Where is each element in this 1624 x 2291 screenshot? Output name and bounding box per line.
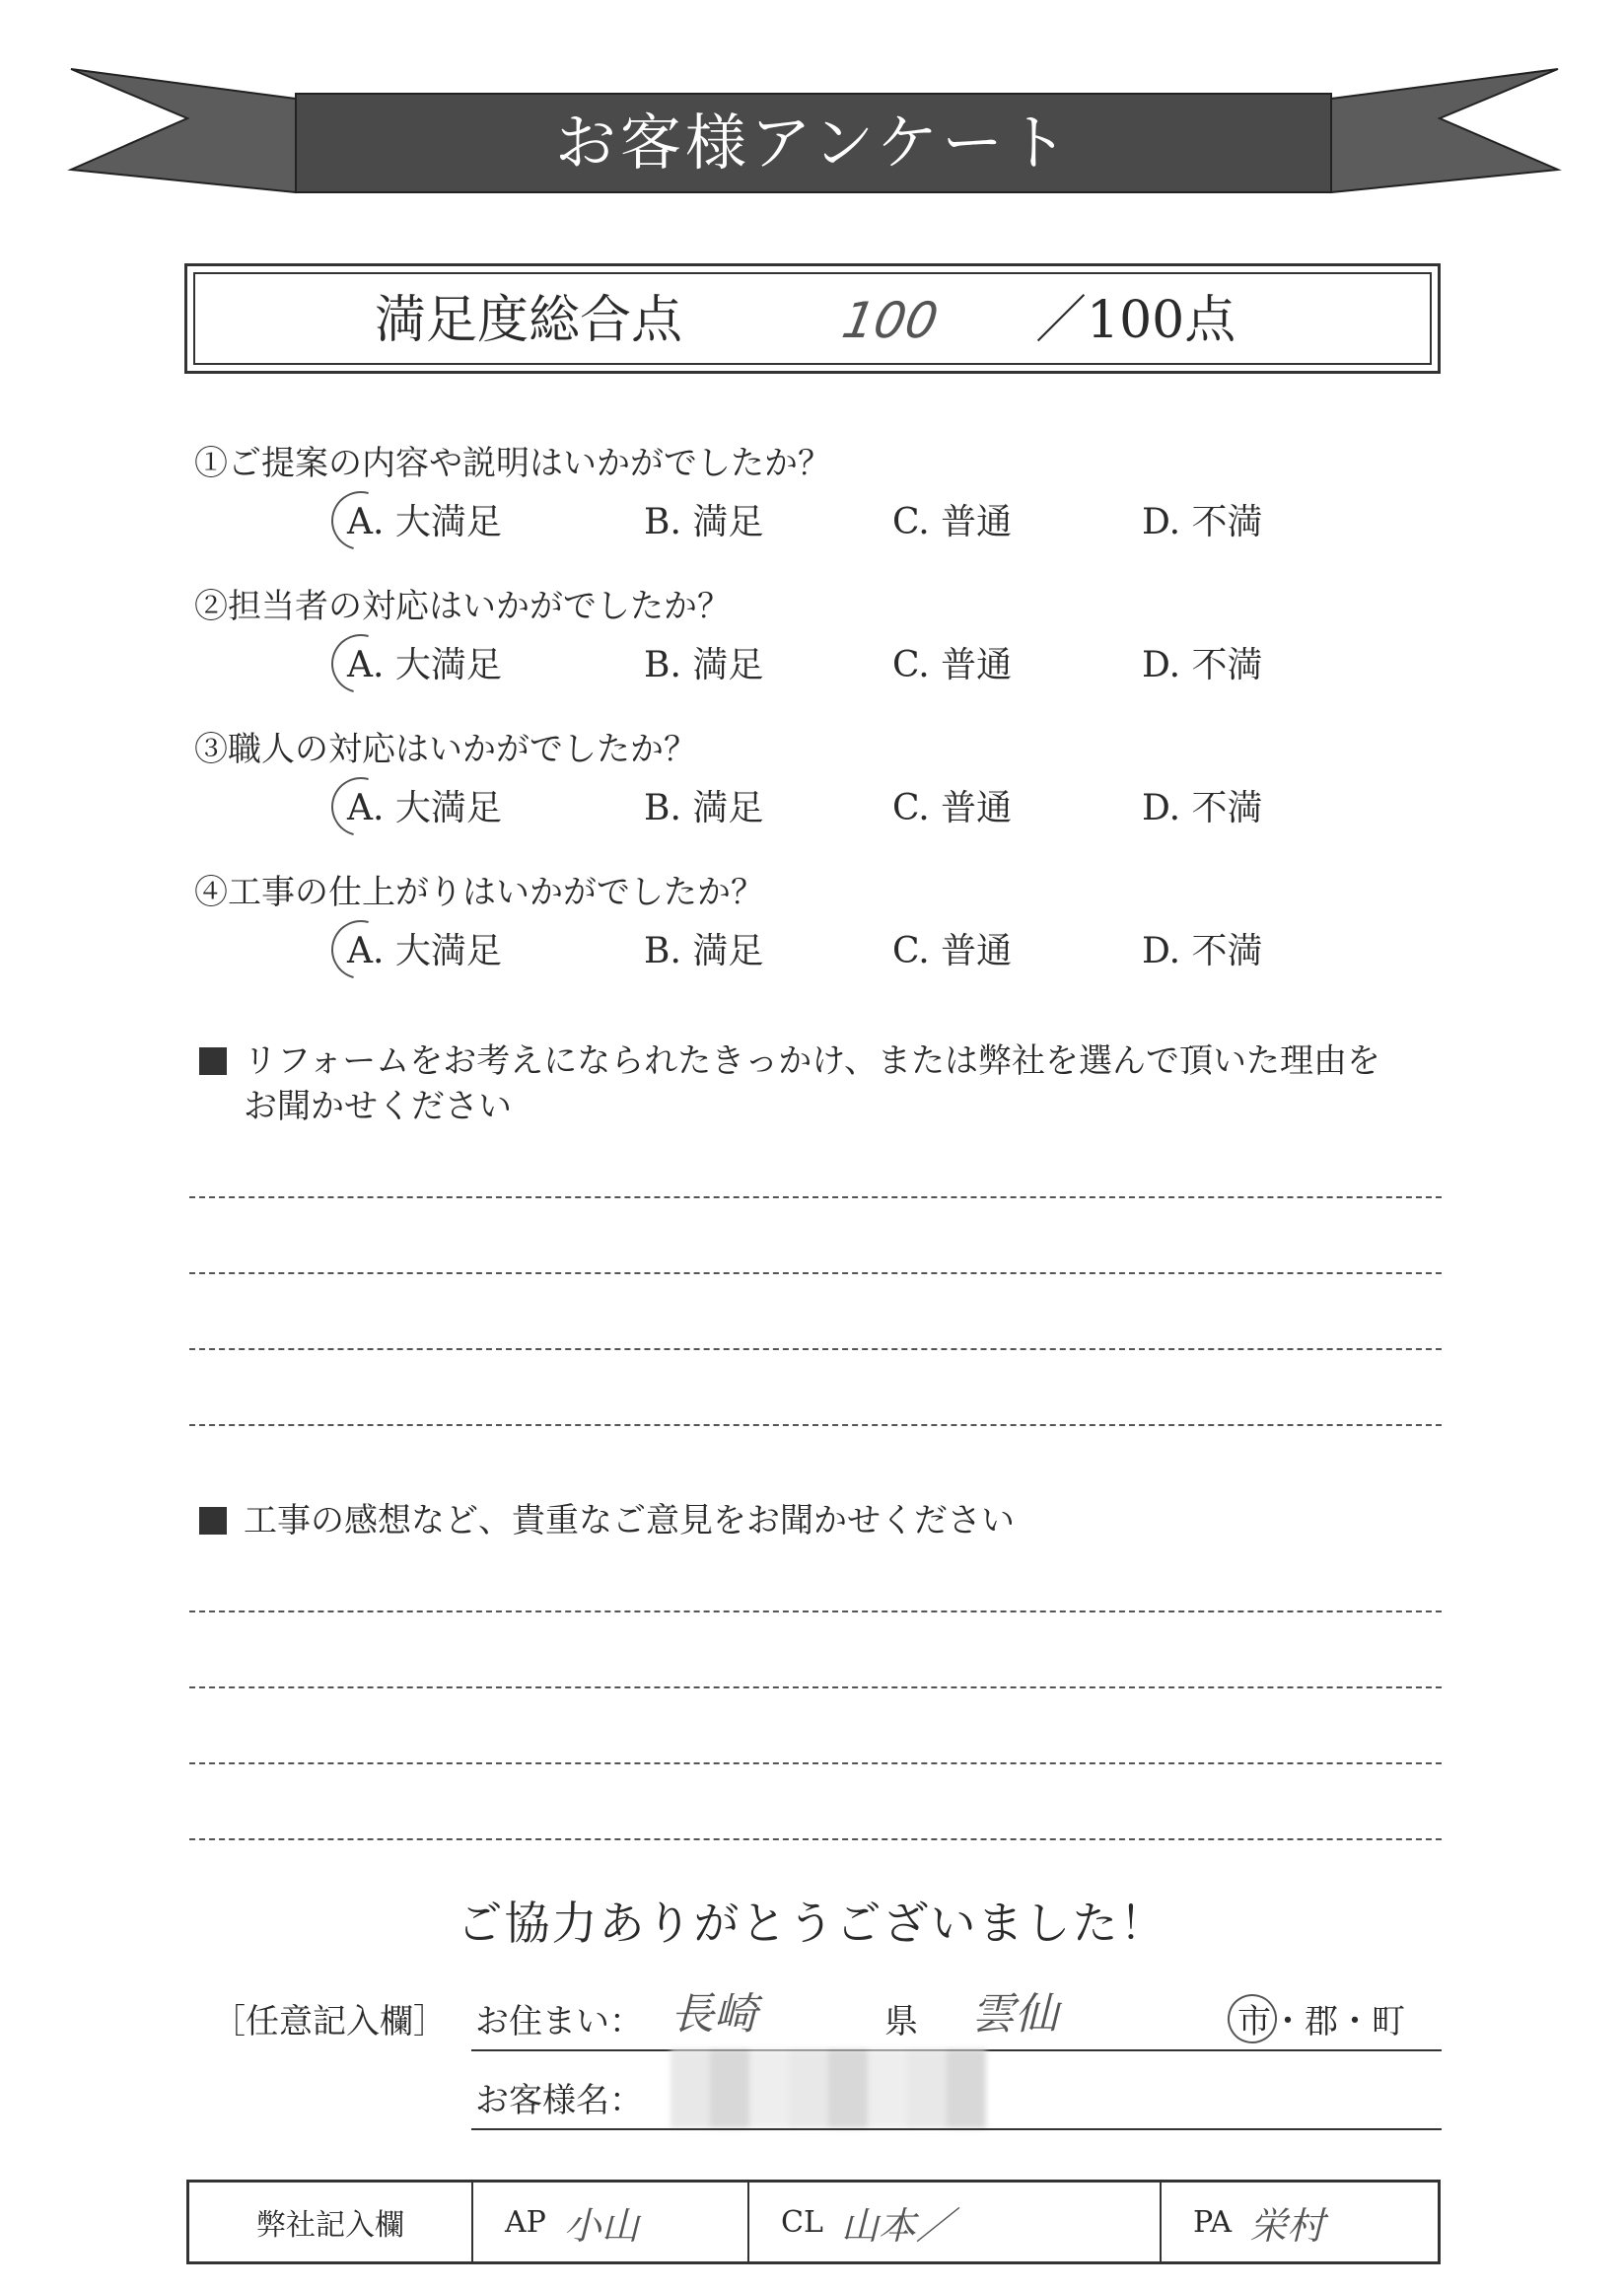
option-a[interactable]: A. 大満足 xyxy=(347,645,502,685)
name-underline xyxy=(471,2128,1442,2130)
option-c[interactable]: C. 普通 xyxy=(892,788,1013,828)
answer-line[interactable] xyxy=(189,1272,1442,1274)
option-c[interactable]: C. 普通 xyxy=(892,645,1013,685)
section1-heading-line1: リフォームをお考えになられたきっかけ、または弊社を選んで頂いた理由を xyxy=(244,1041,1380,1081)
option-d[interactable]: D. 不満 xyxy=(1142,931,1263,971)
section-square-icon xyxy=(199,1047,227,1075)
answer-line[interactable] xyxy=(189,1611,1442,1612)
option-d[interactable]: D. 不満 xyxy=(1142,502,1263,542)
option-b[interactable]: B. 満足 xyxy=(644,788,764,828)
option-b[interactable]: B. 満足 xyxy=(644,645,764,685)
address-label: お住まい： xyxy=(475,2002,643,2041)
ap-cell[interactable] xyxy=(473,2183,749,2261)
option-a[interactable]: A. 大満足 xyxy=(347,931,502,971)
option-c[interactable]: C. 普通 xyxy=(892,502,1013,542)
question-text: ②担当者の対応はいかがでしたか？ xyxy=(194,587,731,626)
ap-value[interactable]: 小山 xyxy=(563,2203,639,2248)
score-total: ／100点 xyxy=(1035,291,1236,350)
section-square-icon xyxy=(199,1507,227,1535)
customer-name-redacted[interactable] xyxy=(671,2049,986,2128)
prefecture-value[interactable]: 長崎 xyxy=(671,1989,757,2040)
cl-label: CL xyxy=(781,2204,823,2240)
pa-cell[interactable] xyxy=(1162,2183,1438,2261)
office-entry-table xyxy=(186,2180,1441,2264)
banner-ribbon-left xyxy=(71,69,296,192)
question-text: ①ご提案の内容や説明はいかがでしたか？ xyxy=(194,444,831,483)
pa-value[interactable]: 栄村 xyxy=(1249,2203,1325,2248)
office-label-cell xyxy=(189,2183,473,2261)
cl-cell[interactable] xyxy=(749,2183,1162,2261)
score-label: 満足度総合点 xyxy=(375,291,683,350)
optional-entry-label: ［任意記入欄］ xyxy=(212,2002,447,2041)
answer-line[interactable] xyxy=(189,1424,1442,1426)
section2-heading: 工事の感想など、貴重なご意見をお聞かせください xyxy=(244,1501,1015,1540)
option-d[interactable]: D. 不満 xyxy=(1142,788,1263,828)
thanks-message: ご協力ありがとうございました！ xyxy=(457,1897,1167,1950)
score-value[interactable]: 100 xyxy=(837,292,943,349)
answer-line[interactable] xyxy=(189,1196,1442,1198)
question-text: ④工事の仕上がりはいかがでしたか？ xyxy=(194,873,764,912)
banner-ribbon-right xyxy=(1331,69,1558,192)
option-a[interactable]: A. 大満足 xyxy=(347,502,502,542)
customer-name-label: お客様名： xyxy=(475,2081,643,2120)
office-label: 弊社記入欄 xyxy=(256,2208,404,2243)
ap-label: AP xyxy=(505,2204,546,2240)
answer-line[interactable] xyxy=(189,1348,1442,1350)
city-value[interactable]: 雲仙 xyxy=(971,1989,1058,2040)
cl-value[interactable]: 山本／ xyxy=(840,2203,953,2248)
question-text: ③職人の対応はいかがでしたか？ xyxy=(194,730,697,769)
option-b[interactable]: B. 満足 xyxy=(644,931,764,971)
prefecture-suffix: 県 xyxy=(884,2002,918,2041)
pa-label: PA xyxy=(1193,2204,1233,2240)
option-c[interactable]: C. 普通 xyxy=(892,931,1013,971)
option-b[interactable]: B. 満足 xyxy=(644,502,764,542)
score-box xyxy=(184,263,1441,374)
answer-line[interactable] xyxy=(189,1838,1442,1840)
section1-heading-line2: お聞かせください xyxy=(244,1087,512,1126)
answer-line[interactable] xyxy=(189,1762,1442,1764)
option-d[interactable]: D. 不満 xyxy=(1142,645,1263,685)
page-title: お客様アンケート xyxy=(554,107,1073,179)
city-suffix: 市・郡・町 xyxy=(1237,2002,1405,2041)
option-a[interactable]: A. 大満足 xyxy=(347,788,502,828)
answer-line[interactable] xyxy=(189,1686,1442,1688)
